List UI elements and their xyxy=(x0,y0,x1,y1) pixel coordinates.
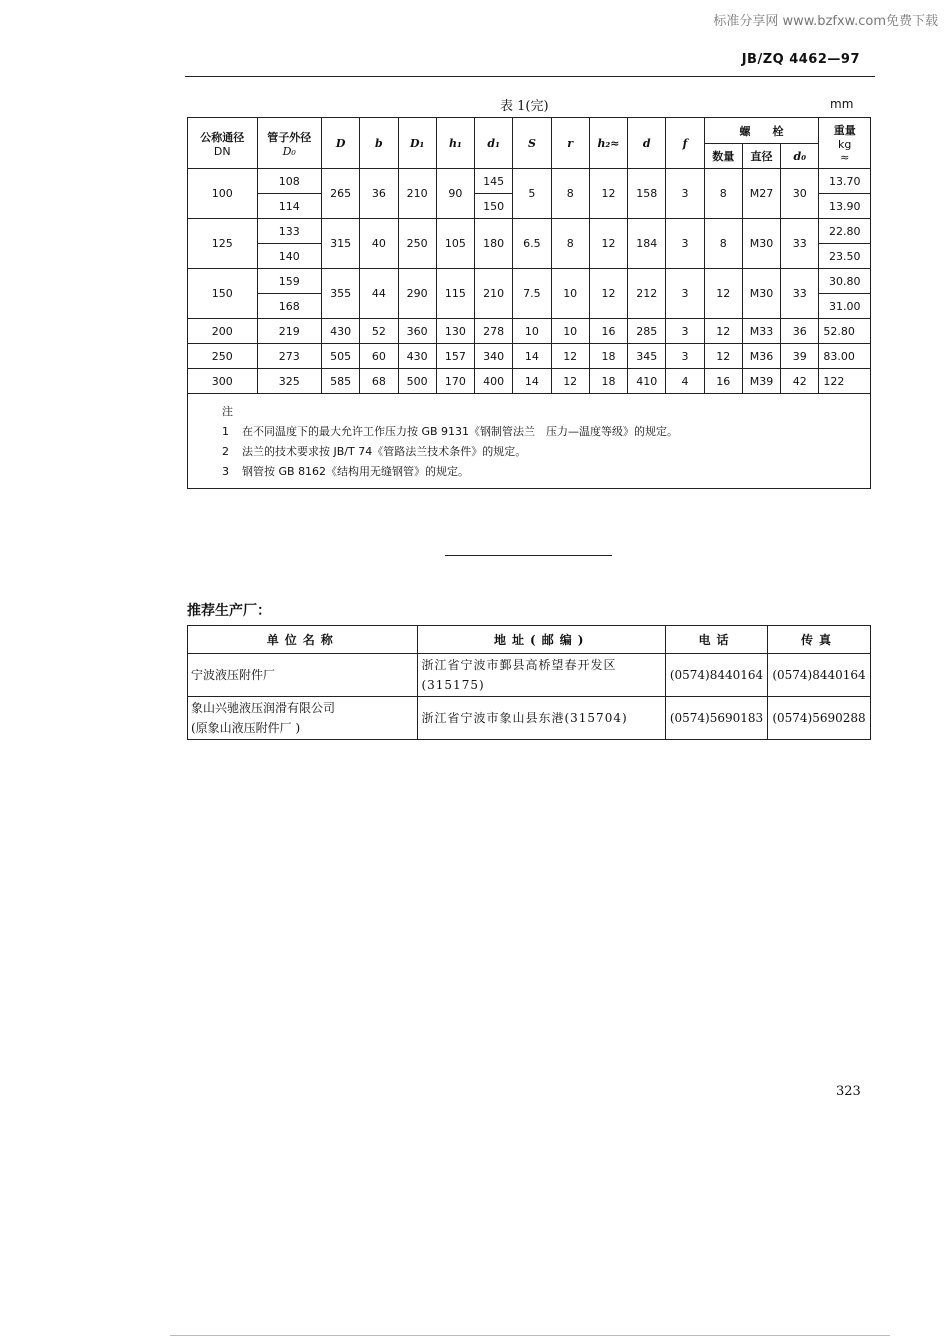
cell-dia: M30 xyxy=(742,269,780,319)
col-header-weight: 重量 kg ≈ xyxy=(819,118,871,169)
cell-qty: 12 xyxy=(704,319,742,344)
cell-d: 184 xyxy=(628,219,666,269)
note-item: 1 在不同温度下的最大允许工作压力按 GB 9131《钢制管法兰 压力—温度等级》的规定。 xyxy=(222,425,679,438)
cell-d0: 114 xyxy=(257,194,321,219)
cell-D1: 290 xyxy=(398,269,436,319)
cell-d1: 180 xyxy=(475,219,513,269)
cell-qty: 12 xyxy=(704,269,742,319)
mfr-fax: (0574)5690288 xyxy=(767,697,870,740)
cell-h2: 18 xyxy=(589,369,627,394)
col-header-bolt-qty: 数量 xyxy=(704,144,742,169)
manufacturer-row xyxy=(188,697,871,740)
header-rule xyxy=(185,76,875,77)
table-notes xyxy=(188,394,871,489)
flange-table-body xyxy=(188,169,871,394)
cell-d0: 140 xyxy=(257,244,321,269)
cell-d1: 340 xyxy=(475,344,513,369)
cell-D: 505 xyxy=(321,344,359,369)
table-row xyxy=(188,269,871,294)
cell-D: 355 xyxy=(321,269,359,319)
cell-d0: 133 xyxy=(257,219,321,244)
cell-dn: 250 xyxy=(188,344,258,369)
mfr-fax: (0574)8440164 xyxy=(767,654,870,697)
mfr-header-name: 单位名称 xyxy=(188,626,418,654)
cell-r: 8 xyxy=(551,169,589,219)
col-header-bolt: 螺 栓 xyxy=(704,118,819,144)
cell-d0: 159 xyxy=(257,269,321,294)
col-header-S: S xyxy=(513,118,551,169)
cell-d0: 219 xyxy=(257,319,321,344)
cell-h2: 12 xyxy=(589,269,627,319)
table-row xyxy=(188,219,871,244)
mfr-name-line: 宁波液压附件厂 xyxy=(191,668,276,682)
mfr-header-phone: 电话 xyxy=(666,626,768,654)
cell-D1: 360 xyxy=(398,319,436,344)
col-header-pipe-od: 管子外径 D₀ xyxy=(257,118,321,169)
cell-r: 12 xyxy=(551,344,589,369)
mfr-address-line: 浙江省宁波市鄞县高桥望春开发区 xyxy=(421,658,617,672)
col-header-b: b xyxy=(360,118,398,169)
cell-bd0: 36 xyxy=(781,319,819,344)
cell-w: 22.80 xyxy=(819,219,871,244)
cell-d0: 325 xyxy=(257,369,321,394)
cell-r: 12 xyxy=(551,369,589,394)
cell-w: 122 xyxy=(819,369,871,394)
mfr-header-address: 地址(邮编) xyxy=(418,626,666,654)
mfr-header-fax: 传真 xyxy=(767,626,870,654)
cell-d: 410 xyxy=(628,369,666,394)
cell-h2: 12 xyxy=(589,219,627,269)
cell-f: 3 xyxy=(666,319,704,344)
cell-D1: 210 xyxy=(398,169,436,219)
manufacturers-heading: 推荐生产厂： xyxy=(187,603,271,619)
cell-d: 158 xyxy=(628,169,666,219)
mfr-name xyxy=(188,654,418,697)
cell-h1: 90 xyxy=(436,169,474,219)
cell-D: 430 xyxy=(321,319,359,344)
cell-bd0: 33 xyxy=(781,219,819,269)
table-unit: mm xyxy=(830,97,854,111)
note-item: 3 钢管按 GB 8162《结构用无缝钢管》的规定。 xyxy=(222,465,470,478)
manufacturers-table-body xyxy=(188,654,871,740)
cell-D: 315 xyxy=(321,219,359,269)
cell-d0: 273 xyxy=(257,344,321,369)
cell-bd0: 30 xyxy=(781,169,819,219)
cell-f: 3 xyxy=(666,269,704,319)
cell-S: 14 xyxy=(513,344,551,369)
cell-D1: 430 xyxy=(398,344,436,369)
cell-dia: M27 xyxy=(742,169,780,219)
cell-bd0: 39 xyxy=(781,344,819,369)
cell-w: 13.70 xyxy=(819,169,871,194)
manufacturers-table xyxy=(187,625,871,740)
cell-w: 13.90 xyxy=(819,194,871,219)
cell-S: 14 xyxy=(513,369,551,394)
cell-dn: 100 xyxy=(188,169,258,219)
mfr-address xyxy=(418,654,666,697)
cell-b: 60 xyxy=(360,344,398,369)
cell-h1: 157 xyxy=(436,344,474,369)
cell-b: 44 xyxy=(360,269,398,319)
flange-dimension-table xyxy=(187,117,871,489)
cell-d: 345 xyxy=(628,344,666,369)
note-item: 2 法兰的技术要求按 JB/T 74《管路法兰技术条件》的规定。 xyxy=(222,445,527,458)
cell-h1: 105 xyxy=(436,219,474,269)
cell-dia: M36 xyxy=(742,344,780,369)
col-header-d1: d₁ xyxy=(475,118,513,169)
col-header-dn: 公称通径 DN xyxy=(188,118,258,169)
cell-dia: M30 xyxy=(742,219,780,269)
cell-f: 3 xyxy=(666,169,704,219)
col-header-h1: h₁ xyxy=(436,118,474,169)
notes-label: 注 xyxy=(222,405,233,418)
bottom-edge-line xyxy=(170,1335,890,1336)
mfr-address xyxy=(418,697,666,740)
cell-d1: 145 xyxy=(475,169,513,194)
section-separator xyxy=(445,555,612,556)
mfr-address-line: (315175) xyxy=(421,678,485,692)
cell-D1: 250 xyxy=(398,219,436,269)
table-title: 表 1(完) xyxy=(500,99,549,114)
cell-qty: 16 xyxy=(704,369,742,394)
cell-d: 212 xyxy=(628,269,666,319)
cell-r: 8 xyxy=(551,219,589,269)
cell-d1: 150 xyxy=(475,194,513,219)
table-row xyxy=(188,344,871,369)
cell-S: 6.5 xyxy=(513,219,551,269)
cell-D1: 500 xyxy=(398,369,436,394)
col-header-bolt-dia: 直径 xyxy=(742,144,780,169)
col-header-f: f xyxy=(666,118,704,169)
cell-bd0: 42 xyxy=(781,369,819,394)
cell-w: 83.00 xyxy=(819,344,871,369)
col-header-D: D xyxy=(321,118,359,169)
watermark: 标准分享网 www.bzfxw.com免费下载 xyxy=(713,14,938,29)
cell-h1: 170 xyxy=(436,369,474,394)
table-row xyxy=(188,169,871,194)
cell-b: 68 xyxy=(360,369,398,394)
table-row xyxy=(188,369,871,394)
cell-d1: 210 xyxy=(475,269,513,319)
col-header-D1: D₁ xyxy=(398,118,436,169)
manufacturer-row xyxy=(188,654,871,697)
cell-dia: M39 xyxy=(742,369,780,394)
col-header-d: d xyxy=(628,118,666,169)
cell-f: 3 xyxy=(666,219,704,269)
cell-dn: 125 xyxy=(188,219,258,269)
cell-h2: 18 xyxy=(589,344,627,369)
cell-f: 3 xyxy=(666,344,704,369)
cell-h2: 16 xyxy=(589,319,627,344)
cell-d0: 108 xyxy=(257,169,321,194)
cell-b: 52 xyxy=(360,319,398,344)
cell-b: 36 xyxy=(360,169,398,219)
col-header-h2: h₂≈ xyxy=(589,118,627,169)
cell-d: 285 xyxy=(628,319,666,344)
cell-dia: M33 xyxy=(742,319,780,344)
cell-r: 10 xyxy=(551,269,589,319)
cell-h1: 130 xyxy=(436,319,474,344)
mfr-phone: (0574)8440164 xyxy=(666,654,768,697)
cell-dn: 300 xyxy=(188,369,258,394)
table-row xyxy=(188,319,871,344)
cell-qty: 12 xyxy=(704,344,742,369)
cell-S: 7.5 xyxy=(513,269,551,319)
cell-h2: 12 xyxy=(589,169,627,219)
cell-qty: 8 xyxy=(704,169,742,219)
cell-dn: 150 xyxy=(188,269,258,319)
cell-w: 31.00 xyxy=(819,294,871,319)
cell-S: 5 xyxy=(513,169,551,219)
cell-D: 265 xyxy=(321,169,359,219)
mfr-phone: (0574)5690183 xyxy=(666,697,768,740)
cell-b: 40 xyxy=(360,219,398,269)
cell-f: 4 xyxy=(666,369,704,394)
cell-bd0: 33 xyxy=(781,269,819,319)
mfr-address-line: 浙江省宁波市象山县东港(315704) xyxy=(421,711,628,725)
cell-r: 10 xyxy=(551,319,589,344)
cell-S: 10 xyxy=(513,319,551,344)
mfr-name xyxy=(188,697,418,740)
cell-h1: 115 xyxy=(436,269,474,319)
cell-d1: 400 xyxy=(475,369,513,394)
col-header-bolt-d0: d₀ xyxy=(781,144,819,169)
cell-w: 52.80 xyxy=(819,319,871,344)
cell-dn: 200 xyxy=(188,319,258,344)
mfr-name-line: 象山兴驰液压润滑有限公司 xyxy=(191,701,336,715)
col-header-r: r xyxy=(551,118,589,169)
cell-d0: 168 xyxy=(257,294,321,319)
cell-w: 30.80 xyxy=(819,269,871,294)
page-number: 323 xyxy=(836,1084,861,1099)
standard-code: JB/ZQ 4462—97 xyxy=(741,52,860,67)
cell-d1: 278 xyxy=(475,319,513,344)
cell-D: 585 xyxy=(321,369,359,394)
cell-w: 23.50 xyxy=(819,244,871,269)
mfr-name-line: (原象山液压附件厂 ) xyxy=(191,721,301,735)
cell-qty: 8 xyxy=(704,219,742,269)
